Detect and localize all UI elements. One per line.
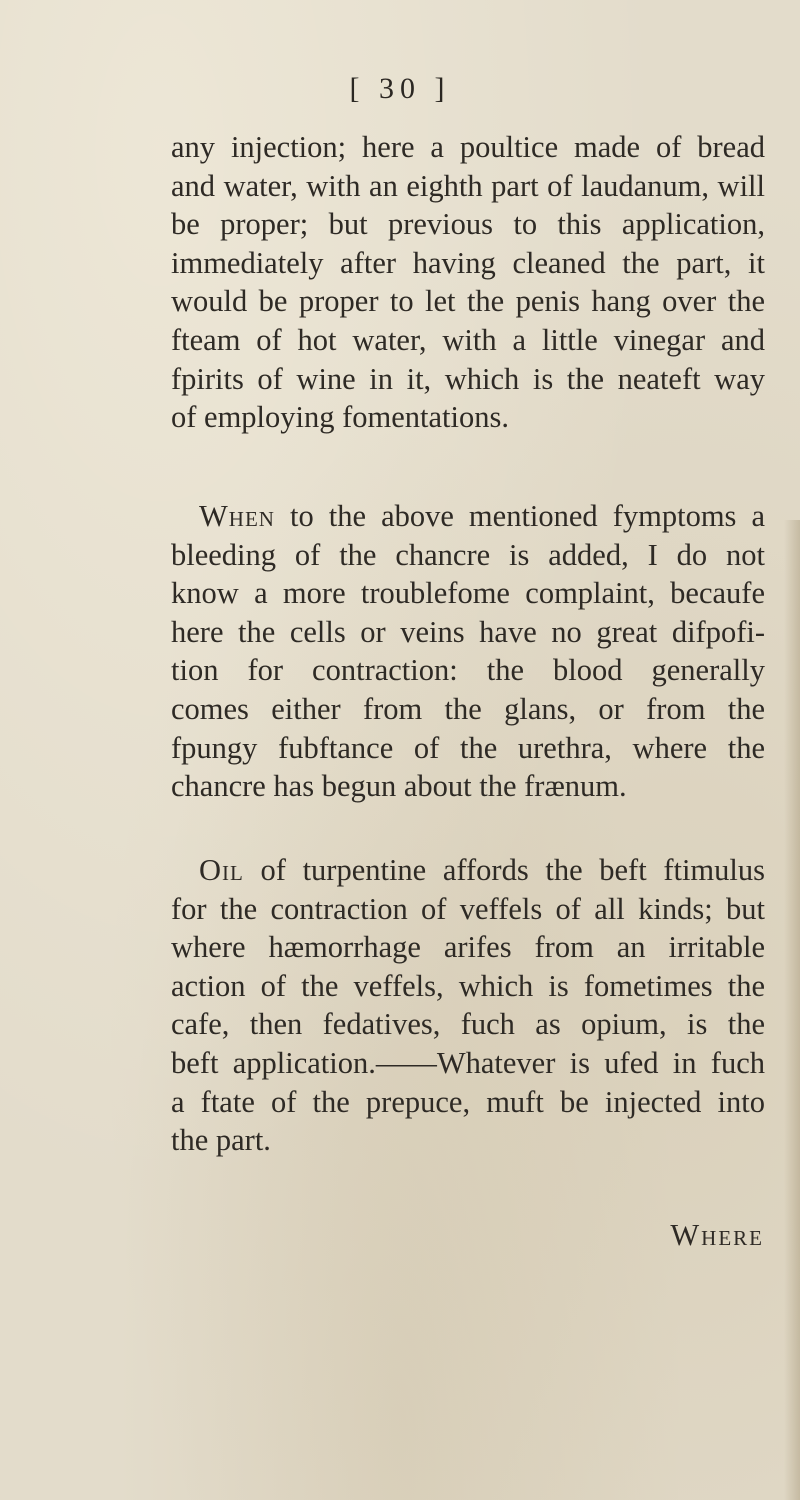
text-line: a ftate of the prepuce, muft be injected into: [171, 1084, 765, 1119]
text-line: of employing fomentations.: [171, 400, 509, 435]
text-line: here the cells or veins have no great difpofi-: [171, 614, 765, 649]
page-number: [ 30 ]: [349, 72, 451, 105]
text-line: chancre has begun about the frænum.: [171, 769, 627, 804]
catchword: Where: [670, 1218, 764, 1252]
text-line: fpungy fubftance of the urethra, where the: [171, 730, 765, 765]
text-line-rest: to the above mentioned fymptoms a: [274, 499, 765, 533]
text-line-rest: of turpentine affords the beft ftimulus: [243, 853, 765, 887]
text-line: where hæmorrhage arifes from an irritable: [171, 930, 765, 965]
paragraph-3: [171, 851, 765, 1160]
text-line: fpirits of wine in it, which is the neateft way: [171, 361, 765, 396]
text-line: know a more troublefome complaint, becaufe: [171, 576, 765, 611]
text-line: comes either from the glans, or from the: [171, 691, 765, 726]
text-line: would be proper to let the penis hang over the: [171, 284, 765, 319]
text-line: immediately after having cleaned the part, it: [171, 245, 765, 280]
text-line: for the contraction of veffels of all kinds; but: [171, 891, 765, 926]
paragraph-lead-word: Oil: [199, 853, 244, 887]
text-line: be proper; but previous to this application,: [171, 207, 765, 242]
text-line: and water, with an eighth part of laudanum, will: [171, 168, 765, 203]
paragraph-lead-word: When: [199, 499, 275, 533]
text-line-first: [171, 497, 765, 536]
text-line: action of the veffels, which is fometimes the: [171, 968, 765, 1003]
text-line: bleeding of the chancre is added, I do not: [171, 537, 765, 572]
text-line: any injection; here a poultice made of bread: [171, 130, 765, 164]
text-line: the part.: [171, 1123, 271, 1158]
page-edge-stain: [784, 520, 800, 1500]
text-line: fteam of hot water, with a little vinegar and: [171, 322, 765, 357]
paragraph-1: [171, 128, 765, 437]
text-line: tion for contraction: the blood generally: [171, 653, 765, 688]
paragraph-2: [171, 497, 765, 806]
text-line-first: [171, 851, 765, 890]
text-line: beft application.——Whatever is ufed in fuch: [171, 1045, 765, 1080]
text-line: cafe, then fedatives, fuch as opium, is the: [171, 1007, 765, 1042]
